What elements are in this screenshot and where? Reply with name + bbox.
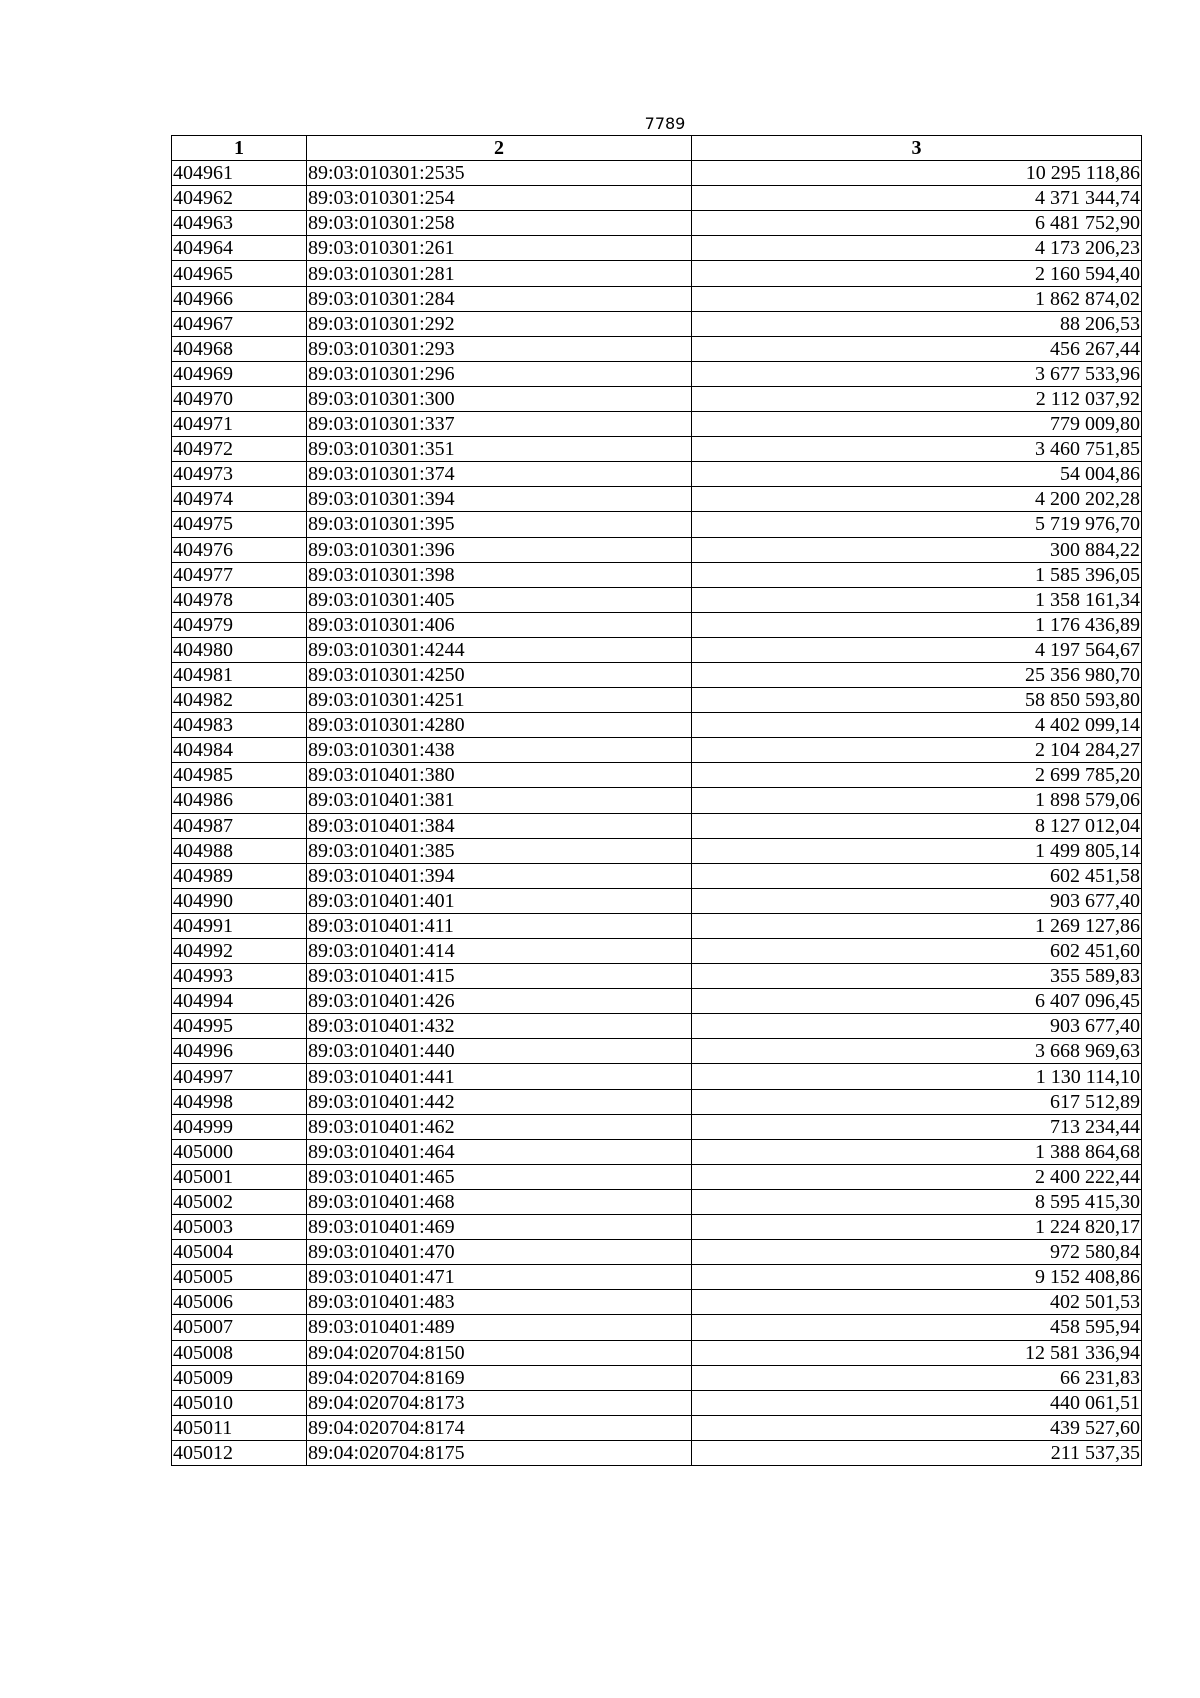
table-row: [172, 437, 1142, 462]
table-row: [172, 989, 1142, 1014]
cell-cadastral-number: 89:03:010401:441: [307, 1064, 692, 1089]
cell-cadastral-number: 89:03:010301:438: [307, 738, 692, 763]
cell-cadastral-number: 89:03:010301:261: [307, 236, 692, 261]
cell-row-number: 405001: [172, 1164, 307, 1189]
cell-cadastral-number: 89:03:010301:281: [307, 261, 692, 286]
cell-cadastral-number: 89:03:010401:426: [307, 989, 692, 1014]
cell-row-number: 404982: [172, 688, 307, 713]
cell-cadastral-number: 89:03:010301:296: [307, 361, 692, 386]
cell-cadastral-number: 89:03:010401:385: [307, 838, 692, 863]
cell-value: 458 595,94: [692, 1315, 1142, 1340]
cell-value: 617 512,89: [692, 1089, 1142, 1114]
cell-row-number: 405000: [172, 1139, 307, 1164]
cell-row-number: 404984: [172, 738, 307, 763]
cell-value: 402 501,53: [692, 1290, 1142, 1315]
cell-value: 355 589,83: [692, 964, 1142, 989]
cell-cadastral-number: 89:03:010301:293: [307, 336, 692, 361]
cell-row-number: 404993: [172, 964, 307, 989]
cell-cadastral-number: 89:03:010301:4250: [307, 662, 692, 687]
cell-row-number: 405010: [172, 1390, 307, 1415]
cell-cadastral-number: 89:03:010401:384: [307, 813, 692, 838]
cell-row-number: 404968: [172, 336, 307, 361]
cell-value: 972 580,84: [692, 1240, 1142, 1265]
column-header-2: 2: [307, 136, 692, 161]
table-row: [172, 587, 1142, 612]
cell-cadastral-number: 89:03:010301:337: [307, 412, 692, 437]
cell-row-number: 404980: [172, 637, 307, 662]
cell-row-number: 404983: [172, 713, 307, 738]
cell-value: 12 581 336,94: [692, 1340, 1142, 1365]
cell-row-number: 404963: [172, 211, 307, 236]
cell-cadastral-number: 89:03:010401:415: [307, 964, 692, 989]
table-row: [172, 1064, 1142, 1089]
cell-value: 456 267,44: [692, 336, 1142, 361]
table-row: [172, 186, 1142, 211]
table-body: [172, 161, 1142, 1466]
table-row: [172, 1089, 1142, 1114]
table-row: [172, 361, 1142, 386]
cell-row-number: 405009: [172, 1365, 307, 1390]
table-row: [172, 888, 1142, 913]
cell-value: 300 884,22: [692, 537, 1142, 562]
table-row: [172, 562, 1142, 587]
page-number: 7789: [644, 114, 686, 133]
cell-row-number: 404992: [172, 939, 307, 964]
cell-value: 2 112 037,92: [692, 386, 1142, 411]
table-row: [172, 662, 1142, 687]
data-table: [171, 135, 1142, 1466]
cell-row-number: 404964: [172, 236, 307, 261]
cell-row-number: 404995: [172, 1014, 307, 1039]
cell-value: 1 499 805,14: [692, 838, 1142, 863]
cell-value: 88 206,53: [692, 311, 1142, 336]
cell-value: 1 862 874,02: [692, 286, 1142, 311]
table-row: [172, 1215, 1142, 1240]
cell-cadastral-number: 89:03:010401:442: [307, 1089, 692, 1114]
cell-cadastral-number: 89:03:010401:483: [307, 1290, 692, 1315]
cell-value: 4 197 564,67: [692, 637, 1142, 662]
cell-cadastral-number: 89:03:010301:258: [307, 211, 692, 236]
table-row: [172, 1365, 1142, 1390]
table-row: [172, 612, 1142, 637]
cell-value: 6 407 096,45: [692, 989, 1142, 1014]
table-row: [172, 1014, 1142, 1039]
table-row: [172, 863, 1142, 888]
cell-cadastral-number: 89:04:020704:8173: [307, 1390, 692, 1415]
cell-cadastral-number: 89:03:010401:440: [307, 1039, 692, 1064]
cell-value: 1 269 127,86: [692, 913, 1142, 938]
cell-cadastral-number: 89:03:010301:284: [307, 286, 692, 311]
table-row: [172, 1039, 1142, 1064]
cell-row-number: 405002: [172, 1189, 307, 1214]
cell-value: 4 371 344,74: [692, 186, 1142, 211]
cell-value: 903 677,40: [692, 888, 1142, 913]
cell-cadastral-number: 89:03:010401:465: [307, 1164, 692, 1189]
cell-value: 1 224 820,17: [692, 1215, 1142, 1240]
cell-cadastral-number: 89:03:010301:405: [307, 587, 692, 612]
cell-value: 6 481 752,90: [692, 211, 1142, 236]
table-row: [172, 1415, 1142, 1440]
cell-row-number: 405004: [172, 1240, 307, 1265]
cell-cadastral-number: 89:03:010401:469: [307, 1215, 692, 1240]
cell-row-number: 404986: [172, 788, 307, 813]
cell-value: 3 668 969,63: [692, 1039, 1142, 1064]
cell-row-number: 405012: [172, 1440, 307, 1465]
table-row: [172, 838, 1142, 863]
table-row: [172, 763, 1142, 788]
cell-cadastral-number: 89:03:010301:292: [307, 311, 692, 336]
table-row: [172, 1290, 1142, 1315]
cell-row-number: 404976: [172, 537, 307, 562]
cell-value: 25 356 980,70: [692, 662, 1142, 687]
cell-value: 58 850 593,80: [692, 688, 1142, 713]
cell-value: 1 388 864,68: [692, 1139, 1142, 1164]
table-row: [172, 1340, 1142, 1365]
cell-row-number: 404977: [172, 562, 307, 587]
cell-value: 2 699 785,20: [692, 763, 1142, 788]
cell-row-number: 405003: [172, 1215, 307, 1240]
cell-row-number: 404970: [172, 386, 307, 411]
table-row: [172, 964, 1142, 989]
cell-row-number: 404991: [172, 913, 307, 938]
cell-value: 4 402 099,14: [692, 713, 1142, 738]
table-row: [172, 487, 1142, 512]
cell-cadastral-number: 89:03:010401:381: [307, 788, 692, 813]
table-row: [172, 1240, 1142, 1265]
table-row: [172, 1139, 1142, 1164]
table-row: [172, 637, 1142, 662]
cell-cadastral-number: 89:03:010301:2535: [307, 161, 692, 186]
cell-value: 779 009,80: [692, 412, 1142, 437]
table-row: [172, 813, 1142, 838]
column-header-3: 3: [692, 136, 1142, 161]
cell-value: 440 061,51: [692, 1390, 1142, 1415]
cell-cadastral-number: 89:03:010401:470: [307, 1240, 692, 1265]
cell-cadastral-number: 89:03:010401:462: [307, 1114, 692, 1139]
column-header-1: 1: [172, 136, 307, 161]
table-row: [172, 738, 1142, 763]
cell-value: 4 200 202,28: [692, 487, 1142, 512]
cell-row-number: 404998: [172, 1089, 307, 1114]
table-row: [172, 412, 1142, 437]
cell-cadastral-number: 89:03:010301:396: [307, 537, 692, 562]
cell-cadastral-number: 89:03:010401:401: [307, 888, 692, 913]
cell-value: 8 127 012,04: [692, 813, 1142, 838]
cell-row-number: 404978: [172, 587, 307, 612]
cell-value: 10 295 118,86: [692, 161, 1142, 186]
table-row: [172, 713, 1142, 738]
cell-value: 903 677,40: [692, 1014, 1142, 1039]
cell-cadastral-number: 89:03:010401:414: [307, 939, 692, 964]
cell-row-number: 404989: [172, 863, 307, 888]
cell-value: 1 130 114,10: [692, 1064, 1142, 1089]
table-row: [172, 286, 1142, 311]
cell-cadastral-number: 89:03:010301:351: [307, 437, 692, 462]
table-row: [172, 1189, 1142, 1214]
table-row: [172, 336, 1142, 361]
cell-cadastral-number: 89:03:010401:471: [307, 1265, 692, 1290]
cell-row-number: 404966: [172, 286, 307, 311]
cell-value: 66 231,83: [692, 1365, 1142, 1390]
cell-value: 439 527,60: [692, 1415, 1142, 1440]
cell-row-number: 404990: [172, 888, 307, 913]
cell-row-number: 404987: [172, 813, 307, 838]
cell-row-number: 404965: [172, 261, 307, 286]
cell-row-number: 404979: [172, 612, 307, 637]
cell-row-number: 404988: [172, 838, 307, 863]
cell-cadastral-number: 89:03:010301:374: [307, 462, 692, 487]
cell-row-number: 404997: [172, 1064, 307, 1089]
cell-row-number: 404974: [172, 487, 307, 512]
cell-value: 2 160 594,40: [692, 261, 1142, 286]
cell-row-number: 405008: [172, 1340, 307, 1365]
cell-row-number: 404999: [172, 1114, 307, 1139]
cell-cadastral-number: 89:03:010401:468: [307, 1189, 692, 1214]
cell-value: 1 898 579,06: [692, 788, 1142, 813]
table-row: [172, 1440, 1142, 1465]
table-row: [172, 939, 1142, 964]
cell-cadastral-number: 89:03:010401:464: [307, 1139, 692, 1164]
cell-value: 2 104 284,27: [692, 738, 1142, 763]
cell-value: 3 677 533,96: [692, 361, 1142, 386]
cell-value: 713 234,44: [692, 1114, 1142, 1139]
cell-row-number: 404985: [172, 763, 307, 788]
table-row: [172, 1315, 1142, 1340]
cell-row-number: 404994: [172, 989, 307, 1014]
table-row: [172, 512, 1142, 537]
cell-value: 2 400 222,44: [692, 1164, 1142, 1189]
cell-cadastral-number: 89:03:010301:254: [307, 186, 692, 211]
table-row: [172, 462, 1142, 487]
cell-cadastral-number: 89:03:010301:4280: [307, 713, 692, 738]
cell-row-number: 404973: [172, 462, 307, 487]
cell-row-number: 404967: [172, 311, 307, 336]
cell-row-number: 404972: [172, 437, 307, 462]
table-row: [172, 161, 1142, 186]
cell-value: 3 460 751,85: [692, 437, 1142, 462]
cell-value: 1 585 396,05: [692, 562, 1142, 587]
table-row: [172, 1164, 1142, 1189]
table-row: [172, 1265, 1142, 1290]
cell-cadastral-number: 89:03:010301:4244: [307, 637, 692, 662]
cell-cadastral-number: 89:03:010401:380: [307, 763, 692, 788]
cell-row-number: 405011: [172, 1415, 307, 1440]
cell-cadastral-number: 89:03:010401:432: [307, 1014, 692, 1039]
cell-row-number: 404969: [172, 361, 307, 386]
cell-row-number: 405007: [172, 1315, 307, 1340]
cell-cadastral-number: 89:03:010301:394: [307, 487, 692, 512]
cell-cadastral-number: 89:03:010301:406: [307, 612, 692, 637]
cell-cadastral-number: 89:03:010401:489: [307, 1315, 692, 1340]
cell-cadastral-number: 89:03:010301:398: [307, 562, 692, 587]
table-row: [172, 236, 1142, 261]
cell-row-number: 404975: [172, 512, 307, 537]
cell-row-number: 405006: [172, 1290, 307, 1315]
cell-cadastral-number: 89:03:010301:300: [307, 386, 692, 411]
cell-cadastral-number: 89:03:010301:395: [307, 512, 692, 537]
cell-value: 602 451,60: [692, 939, 1142, 964]
cell-row-number: 404962: [172, 186, 307, 211]
table-header-row: [172, 136, 1142, 161]
table-row: [172, 1390, 1142, 1415]
cell-cadastral-number: 89:04:020704:8174: [307, 1415, 692, 1440]
table-row: [172, 261, 1142, 286]
cell-row-number: 404961: [172, 161, 307, 186]
cell-cadastral-number: 89:04:020704:8150: [307, 1340, 692, 1365]
cell-row-number: 404981: [172, 662, 307, 687]
cell-row-number: 404996: [172, 1039, 307, 1064]
table-row: [172, 311, 1142, 336]
cell-row-number: 405005: [172, 1265, 307, 1290]
cell-value: 211 537,35: [692, 1440, 1142, 1465]
cell-value: 4 173 206,23: [692, 236, 1142, 261]
table-row: [172, 1114, 1142, 1139]
cell-value: 5 719 976,70: [692, 512, 1142, 537]
cell-row-number: 404971: [172, 412, 307, 437]
cell-cadastral-number: 89:04:020704:8175: [307, 1440, 692, 1465]
cell-value: 8 595 415,30: [692, 1189, 1142, 1214]
cell-value: 1 176 436,89: [692, 612, 1142, 637]
cell-cadastral-number: 89:04:020704:8169: [307, 1365, 692, 1390]
cell-cadastral-number: 89:03:010301:4251: [307, 688, 692, 713]
table-row: [172, 913, 1142, 938]
cell-value: 602 451,58: [692, 863, 1142, 888]
cell-value: 9 152 408,86: [692, 1265, 1142, 1290]
cell-value: 54 004,86: [692, 462, 1142, 487]
cell-value: 1 358 161,34: [692, 587, 1142, 612]
table-row: [172, 211, 1142, 236]
table-row: [172, 788, 1142, 813]
cell-cadastral-number: 89:03:010401:394: [307, 863, 692, 888]
table-row: [172, 537, 1142, 562]
cell-cadastral-number: 89:03:010401:411: [307, 913, 692, 938]
table-row: [172, 386, 1142, 411]
table-row: [172, 688, 1142, 713]
